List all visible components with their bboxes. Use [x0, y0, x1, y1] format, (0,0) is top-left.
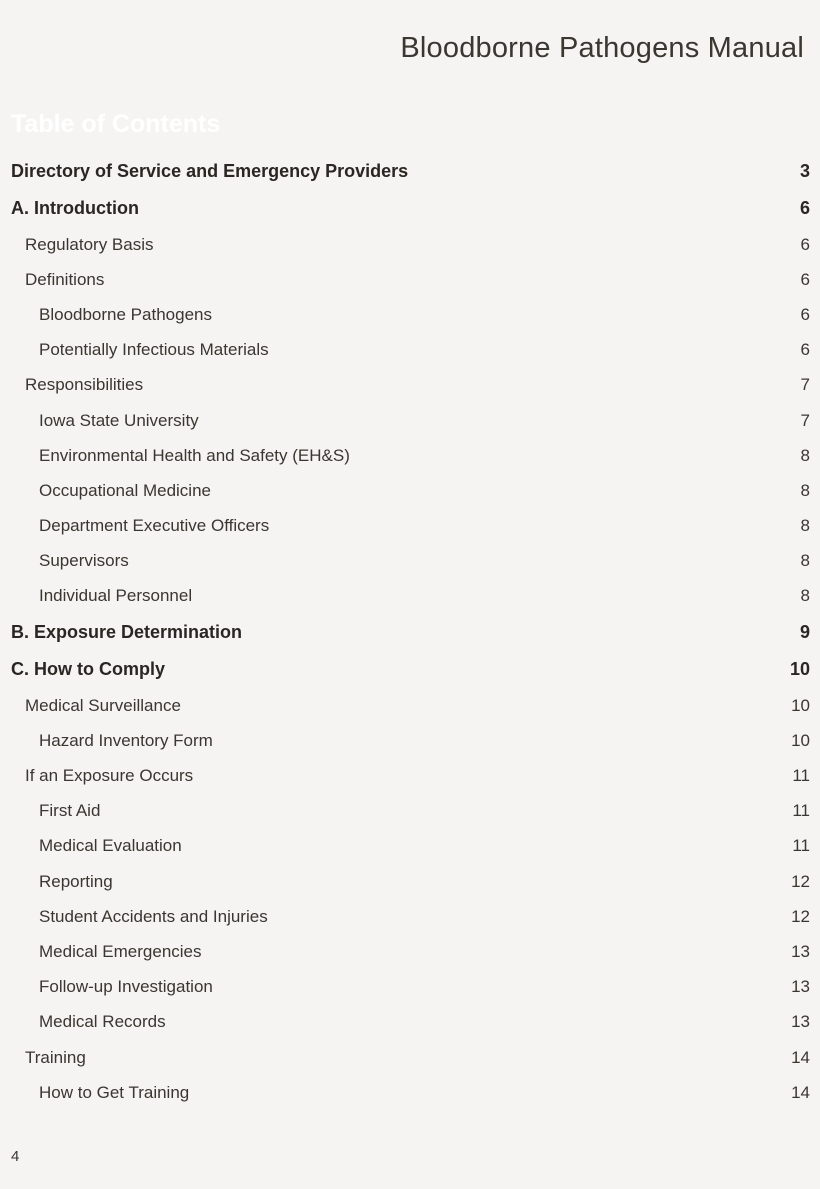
- toc-entry-page: 14: [791, 1047, 810, 1067]
- toc-entry-title: Individual Personnel: [39, 586, 193, 606]
- toc-entry[interactable]: [0, 473, 820, 508]
- toc-entry[interactable]: [0, 723, 820, 758]
- toc-entry-page: 6: [800, 234, 810, 254]
- toc-entry-page: 10: [791, 695, 810, 715]
- toc-entry[interactable]: [0, 1075, 820, 1110]
- toc-entry-page: 3: [799, 161, 810, 181]
- toc-entry-page: 12: [791, 906, 810, 926]
- toc-entry-title: Bloodborne Pathogens: [39, 304, 212, 324]
- table-of-contents: [0, 153, 820, 1110]
- toc-entry-title: Iowa State University: [39, 410, 199, 430]
- toc-entry[interactable]: [0, 544, 820, 579]
- toc-entry-page: 11: [792, 801, 810, 821]
- toc-entry-title: First Aid: [39, 801, 101, 821]
- toc-entry-page: 9: [799, 622, 810, 643]
- toc-entry[interactable]: [0, 899, 820, 934]
- toc-entry-title: Occupational Medicine: [39, 480, 211, 500]
- toc-entry-page: 13: [791, 941, 810, 961]
- page-number: 4: [11, 1148, 20, 1165]
- toc-entry-title: Reporting: [39, 871, 113, 891]
- toc-entry[interactable]: [0, 864, 820, 899]
- toc-entry[interactable]: [0, 190, 820, 227]
- toc-entry-title: Medical Records: [39, 1012, 166, 1032]
- toc-entry[interactable]: [0, 970, 820, 1005]
- toc-entry[interactable]: [0, 758, 820, 793]
- toc-entry-title: Follow-up Investigation: [39, 977, 213, 997]
- toc-entry-title: B. Exposure Determination: [11, 622, 243, 643]
- toc-entry-page: 13: [791, 1012, 810, 1032]
- toc-entry-title: Directory of Service and Emergency Providers: [11, 161, 409, 181]
- toc-entry-page: 14: [791, 1082, 810, 1102]
- toc-entry[interactable]: [0, 438, 820, 473]
- toc-entry[interactable]: [0, 403, 820, 438]
- toc-entry[interactable]: [0, 297, 820, 332]
- toc-entry-page: 10: [789, 659, 810, 680]
- toc-entry[interactable]: [0, 794, 820, 829]
- toc-entry-page: 7: [800, 375, 810, 395]
- toc-entry-title: Department Executive Officers: [39, 516, 270, 536]
- toc-entry[interactable]: [0, 227, 820, 262]
- toc-entry-page: 11: [792, 836, 810, 856]
- toc-entry[interactable]: [0, 579, 820, 614]
- toc-entry-page: 8: [800, 586, 810, 606]
- toc-entry-page: 12: [791, 871, 810, 891]
- toc-entry-page: 6: [799, 198, 810, 218]
- toc-entry-title: Student Accidents and Injuries: [39, 906, 268, 926]
- toc-heading: Table of Contents: [11, 110, 221, 138]
- toc-entry-title: Responsibilities: [25, 375, 144, 395]
- toc-entry[interactable]: [0, 262, 820, 297]
- toc-entry-title: A. Introduction: [11, 198, 139, 218]
- toc-entry-title: Medical Surveillance: [25, 695, 181, 715]
- toc-entry-title: Hazard Inventory Form: [39, 730, 213, 750]
- toc-entry-title: Potentially Infectious Materials: [39, 340, 269, 360]
- toc-entry-title: Medical Emergencies: [39, 941, 202, 961]
- toc-entry-page: 10: [791, 730, 810, 750]
- toc-entry-page: 11: [792, 766, 810, 786]
- toc-entry-page: 6: [800, 340, 810, 360]
- toc-entry[interactable]: [0, 1005, 820, 1040]
- toc-entry-page: 13: [791, 977, 810, 997]
- toc-entry-title: If an Exposure Occurs: [25, 766, 194, 786]
- toc-entry-title: Regulatory Basis: [25, 234, 154, 254]
- toc-entry[interactable]: [0, 934, 820, 969]
- toc-entry-title: Medical Evaluation: [39, 836, 182, 856]
- toc-entry-title: Supervisors: [39, 551, 129, 571]
- toc-entry[interactable]: [0, 614, 820, 651]
- toc-entry[interactable]: [0, 829, 820, 864]
- toc-entry-page: 6: [800, 304, 810, 324]
- toc-entry-page: 8: [800, 480, 810, 500]
- toc-entry-page: 7: [800, 410, 810, 430]
- toc-entry-page: 8: [800, 551, 810, 571]
- toc-entry[interactable]: [0, 688, 820, 723]
- toc-entry-page: 6: [800, 269, 810, 289]
- toc-entry-title: C. How to Comply: [11, 659, 165, 680]
- toc-entry-title: Environmental Health and Safety (EH&S): [39, 445, 350, 465]
- toc-entry[interactable]: [0, 333, 820, 368]
- toc-entry-title: Definitions: [25, 269, 105, 289]
- toc-entry[interactable]: [0, 1040, 820, 1075]
- toc-entry[interactable]: [0, 509, 820, 544]
- toc-entry-page: 8: [800, 516, 810, 536]
- toc-entry-title: Training: [25, 1047, 86, 1067]
- toc-entry[interactable]: [0, 153, 820, 190]
- document-title: Bloodborne Pathogens Manual: [400, 32, 804, 64]
- toc-entry[interactable]: [0, 651, 820, 688]
- toc-entry-page: 8: [800, 445, 810, 465]
- toc-entry[interactable]: [0, 368, 820, 403]
- toc-entry-title: How to Get Training: [39, 1082, 190, 1102]
